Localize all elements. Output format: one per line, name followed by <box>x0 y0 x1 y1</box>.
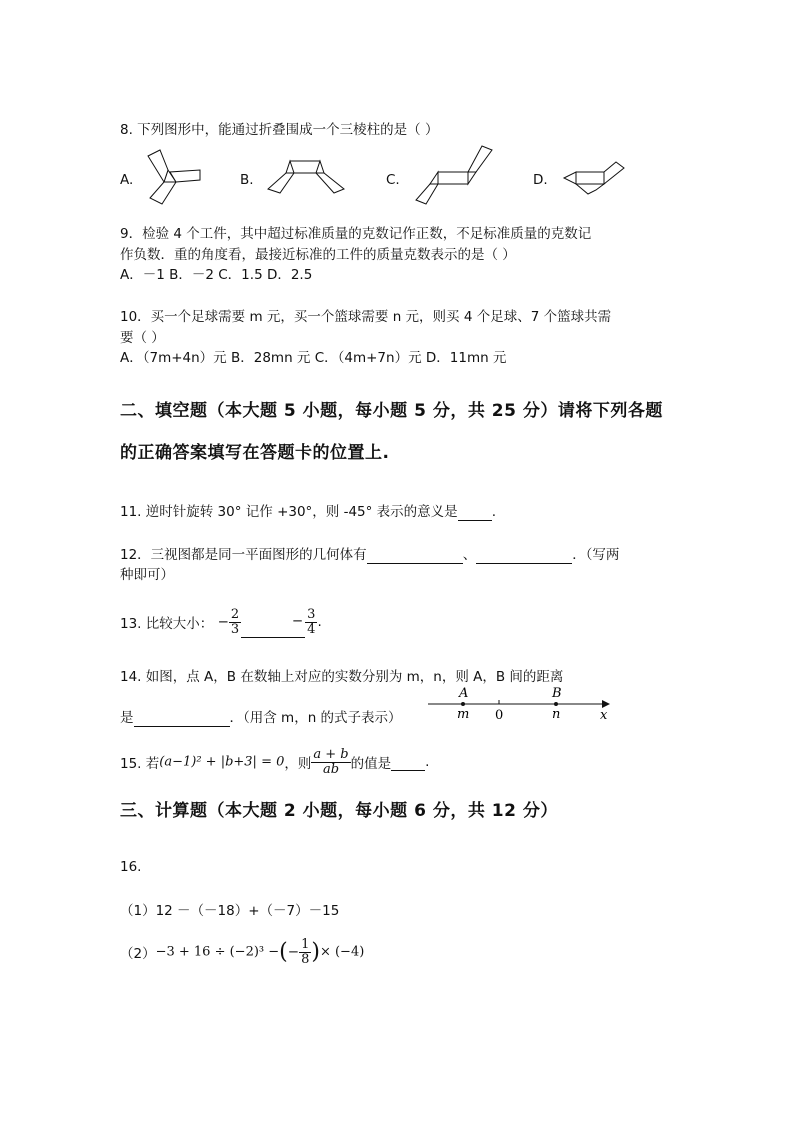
q12-line1 <box>120 543 619 564</box>
q13-fraction-1 <box>229 608 241 636</box>
section3-heading: 三、计算题（本大题 2 小题，每小题 6 分，共 12 分） <box>120 801 558 821</box>
q15-prefix: 15. 若 <box>120 756 160 773</box>
zero-label: 0 <box>495 708 504 723</box>
q16-part2-open-paren: ( <box>279 939 288 965</box>
q12-answer-blank-1[interactable] <box>367 547 463 564</box>
q11-end: . <box>491 504 496 520</box>
q14-number-line <box>426 684 612 724</box>
point-a-label: A <box>459 686 469 701</box>
q8-option-b-label: B. <box>240 172 254 188</box>
q15-fraction <box>311 748 350 776</box>
q8-figure-d <box>560 158 630 200</box>
q10-options: A．（7m+4n）元 B．28mn 元 C．（4m+7n）元 D．11mn 元 <box>120 350 507 366</box>
section2-heading-line1: 二、填空题（本大题 5 小题，每小题 5 分，共 25 分）请将下列各题 <box>120 401 663 421</box>
q14-text-a: 是 <box>120 710 134 726</box>
q15-answer-blank[interactable] <box>391 754 425 771</box>
q13-neg-2: − <box>291 613 304 629</box>
q10-line1: 10．买一个足球需要 m 元，买一个篮球需要 n 元，则买 4 个足球、7 个篮球共需 <box>120 309 612 325</box>
x-axis-label: x <box>600 708 608 723</box>
q13-prefix: 13. 比较大小： <box>120 616 214 632</box>
q8-option-a-label: A. <box>120 172 134 188</box>
q13-answer-area[interactable] <box>241 604 305 640</box>
section2-heading-line2: 的正确答案填写在答题卡的位置上. <box>120 443 390 463</box>
q13-answer-blank <box>241 637 305 638</box>
q8-stem: 8. 下列图形中，能通过折叠围成一个三棱柱的是（ ） <box>120 122 439 138</box>
q11 <box>120 500 496 521</box>
point-b-dot <box>554 702 558 706</box>
q8-option-c-label: C. <box>386 172 400 188</box>
q12-sep: 、 <box>462 547 477 563</box>
q13-fraction-1-denominator: 3 <box>230 621 240 637</box>
point-a-dot <box>461 702 465 706</box>
q16-part2-expr-b: × (−4) <box>319 944 365 960</box>
q8-figure-b <box>264 155 348 197</box>
q13-neg-1: − <box>217 614 229 630</box>
q16-part2-numerator: 1 <box>301 937 310 952</box>
q11-answer-blank[interactable] <box>458 504 492 521</box>
q15-expression: (a−1)² + |b+3| = 0 <box>159 754 285 770</box>
q9-line1: 9．检验 4 个工件，其中超过标准质量的克数记作正数，不足标准质量的克数记 <box>120 226 592 242</box>
q15 <box>120 748 429 776</box>
q16-part2 <box>120 938 364 966</box>
q8-figure-c <box>412 146 496 208</box>
q14-text-b: ．（用含 m，n 的式子表示） <box>229 710 402 726</box>
q16-number: 16. <box>120 859 142 875</box>
q15-mid: ，则 <box>284 756 312 773</box>
q15-end: . <box>425 754 430 771</box>
q13-fraction-2-denominator: 4 <box>307 621 316 637</box>
q11-text: 11. 逆时针旋转 30° 记作 +30°，则 -45° 表示的意义是 <box>120 504 458 520</box>
q14-line2 <box>120 706 402 727</box>
q16-part2-denominator: 8 <box>301 951 310 967</box>
q15-fraction-numerator: a + b <box>313 747 349 762</box>
q16-part2-label: （2） <box>120 946 156 963</box>
q14-answer-blank[interactable] <box>134 710 230 727</box>
q16-part2-close-paren: ) <box>311 939 320 965</box>
q16-part2-fraction <box>299 938 311 966</box>
number-line-arrow <box>602 700 610 708</box>
n-label: n <box>552 707 561 722</box>
q8-option-d-label: D. <box>533 172 548 188</box>
q13 <box>120 604 322 640</box>
q10-line2: 要（ ） <box>120 330 165 346</box>
q12-text-b: ．（写两 <box>572 547 620 563</box>
q13-end: . <box>317 614 322 630</box>
q12-line2: 种即可） <box>120 567 174 583</box>
q13-fraction-2-numerator: 3 <box>307 606 316 622</box>
q12-answer-blank-2[interactable] <box>476 547 572 564</box>
q8-figure-a <box>140 146 210 208</box>
q13-fraction-1-numerator: 2 <box>230 606 240 622</box>
q9-line2: 作负数．重的角度看，最接近标准的工件的质量克数表示的是（ ） <box>120 247 516 263</box>
q16-part2-expr-a: −3 + 16 ÷ (−2)³ − <box>155 944 280 960</box>
q15-suffix: 的值是 <box>350 756 392 773</box>
m-label: m <box>457 707 470 722</box>
q16-part2-neg: − <box>287 944 300 961</box>
q16-part1: （1）12 －（－18）+（－7）－15 <box>120 903 340 919</box>
q12-text-a: 12．三视图都是同一平面图形的几何体有 <box>120 547 367 563</box>
q14-line1: 14. 如图，点 A，B 在数轴上对应的实数分别为 m，n，则 A，B 间的距离 <box>120 669 564 685</box>
point-b-label: B <box>552 686 562 701</box>
q9-options: A．－1 B．－2 C．1.5 D．2.5 <box>120 267 313 283</box>
q15-fraction-denominator: ab <box>322 761 340 777</box>
q13-fraction-2 <box>305 608 317 636</box>
